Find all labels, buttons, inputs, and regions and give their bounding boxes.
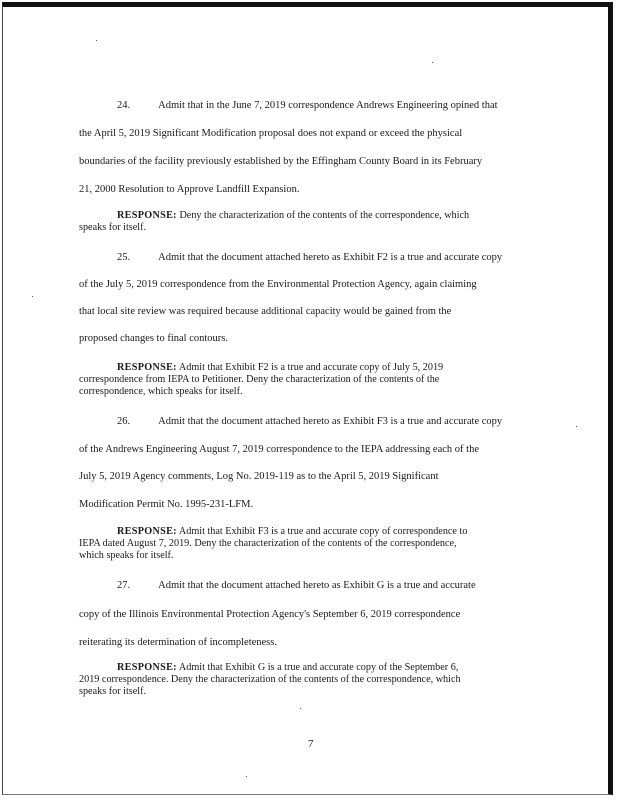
response-line: speaks for itself. [79, 686, 147, 697]
paragraph-line: 25. Admit that the document attached hereto as Exhibit F2 is a true and accurate copy [117, 252, 503, 263]
paragraph-line: boundaries of the facility previously established by the Effingham County Board in its February [79, 156, 483, 167]
response-line: 2019 correspondence. Deny the characterization of the contents of the correspondence, which [79, 674, 461, 685]
response-lead: RESPONSE: [117, 362, 177, 373]
paragraph-line: copy of the Illinois Environmental Protection Agency's September 6, 2019 correspondence [79, 609, 461, 620]
response-line: correspondence from IEPA to Petitioner. Deny the characterization of the contents of the [79, 374, 440, 385]
response-line: RESPONSE: Admit that Exhibit F3 is a true and accurate copy of correspondence to [117, 526, 468, 537]
page-number: 7 [308, 738, 314, 750]
response-line: RESPONSE: Admit that Exhibit F2 is a true and accurate copy of July 5, 2019 [117, 362, 444, 373]
response-line: IEPA dated August 7, 2019. Deny the characterization of the contents of the correspondence, [79, 538, 457, 549]
response-line: which speaks for itself. [79, 550, 174, 561]
paragraph-line: 21, 2000 Resolution to Approve Landfill Expansion. [79, 184, 300, 195]
scan-speck [300, 708, 301, 709]
response-line: RESPONSE: Admit that Exhibit G is a true and accurate copy of the September 6, [117, 662, 459, 673]
paragraph-line: of the July 5, 2019 correspondence from the Environmental Protection Agency, again claiming [79, 279, 477, 290]
paragraph-line: of the Andrews Engineering August 7, 2019 correspondence to the IEPA addressing each of the [79, 444, 479, 455]
paragraph-line: 26. Admit that the document attached hereto as Exhibit F3 is a true and accurate copy [117, 416, 503, 427]
response-line: speaks for itself. [79, 222, 147, 233]
scan-speck [432, 62, 433, 63]
scan-speck [576, 426, 577, 427]
paragraph-line: July 5, 2019 Agency comments, Log No. 2019-119 as to the April 5, 2019 Significant [79, 471, 439, 482]
paragraph-number: 25. [117, 252, 131, 263]
response-line: RESPONSE: Deny the characterization of the contents of the correspondence, which [117, 210, 470, 221]
paragraph-line: proposed changes to final contours. [79, 333, 229, 344]
paragraph-line: that local site review was required because additional capacity would be gained from the [79, 306, 452, 317]
response-24 [79, 210, 549, 234]
response-line: correspondence, which speaks for itself. [79, 386, 243, 397]
response-27 [79, 662, 549, 698]
response-25 [79, 362, 549, 398]
response-lead: RESPONSE: [117, 210, 177, 221]
response-26 [79, 526, 549, 562]
response-lead: RESPONSE: [117, 662, 177, 673]
paragraph-line: the April 5, 2019 Significant Modification proposal does not expand or exceed the physical [79, 128, 463, 139]
paragraph-line: 24. Admit that in the June 7, 2019 correspondence Andrews Engineering opined that [117, 100, 498, 111]
scan-speck [32, 296, 33, 297]
response-lead: RESPONSE: [117, 526, 177, 537]
paragraph-line: Modification Permit No. 1995-231-LFM. [79, 499, 254, 510]
scan-speck [246, 776, 247, 777]
paragraph-number: 27. [117, 580, 131, 591]
scan-speck [96, 40, 97, 41]
paragraph-line: reiterating its determination of incompleteness. [79, 637, 277, 648]
paragraph-line: 27. Admit that the document attached hereto as Exhibit G is a true and accurate [117, 580, 476, 591]
paragraph-number: 26. [117, 416, 131, 427]
paragraph-number: 24. [117, 100, 131, 111]
